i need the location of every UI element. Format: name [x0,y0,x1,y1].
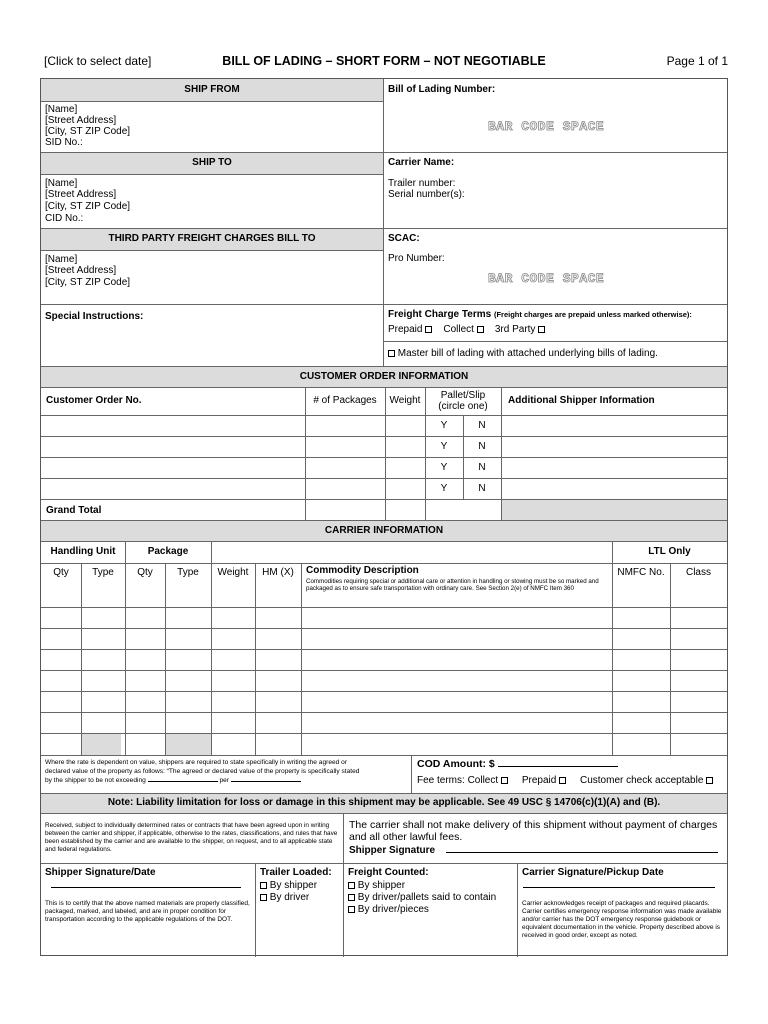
freight-terms-options [388,324,545,336]
col-hm: HM (X) [262,567,294,578]
carrier-name-label: Carrier Name: [388,157,455,168]
col-class: Class [685,567,711,578]
cod-line [417,759,618,771]
prepaid-label: Prepaid [388,324,423,335]
trailer-loaded-label: Trailer Loaded: [260,867,332,878]
collect-checkbox[interactable] [477,326,484,333]
divider [301,563,302,755]
col-customer-order: Customer Order No. [46,395,142,406]
divider [165,563,166,755]
ship-to-name[interactable]: [Name] [45,178,78,189]
document-header [40,52,728,72]
divider [305,387,306,520]
divider [41,755,727,756]
row-shade-type [81,733,121,755]
col-weight: Weight [389,395,421,406]
cod-label: COD Amount: $ [417,758,495,770]
carrier-sig-label: Carrier Signature/Pickup Date [522,867,664,878]
row2-y[interactable]: Y [440,441,448,452]
divider [411,755,412,793]
divider [41,813,727,814]
fc-shipper-label: By shipper [357,880,406,891]
row3-y[interactable]: Y [440,462,448,473]
fc-pallets-label: By driver/pallets said to contain [357,892,497,903]
divider [41,607,727,608]
cod-amount-field[interactable] [498,766,618,767]
divider [425,387,426,520]
divider [670,563,671,755]
row1-n[interactable]: N [478,420,486,431]
ship-from-sid[interactable]: SID No.: [45,137,83,148]
customer-order-heading: CUSTOMER ORDER INFORMATION [299,371,469,382]
fc-by-pieces[interactable] [348,904,429,916]
carrier-info-heading: CARRIER INFORMATION [324,525,444,536]
divider [41,478,727,479]
value-text-2: declared value of the property as follows: “The agreed or declared value of the property is specifically stated [45,768,360,775]
row2-n[interactable]: N [478,441,486,452]
page-number: Page 1 of 1 [666,54,728,68]
trailer-shipper-label: By shipper [269,880,318,891]
fc-by-pallets[interactable] [348,892,496,904]
serial-number-label: Serial number(s): [388,189,465,200]
ltl-only-heading: LTL Only [648,546,691,557]
col-pallet-circle: (circle one) [438,401,488,412]
bill-of-lading-form [40,78,728,956]
fc-pieces-label: By driver/pieces [357,904,429,915]
divider [41,563,727,564]
trailer-shipper-checkbox[interactable] [260,882,267,889]
divider [41,712,727,713]
third-party-heading: THIRD PARTY FREIGHT CHARGES BILL TO [108,233,316,244]
carrier-delivery-text: The carrier shall not make delivery of this shipment without payment of charges and all other lawful fees. [349,819,718,843]
col-hu-type: Type [92,567,114,578]
shipper-certify-text: This is to certify that the above named materials are properly classified, packaged, marked, and labeled, and are in proper condition for transportation according to the applicable regulations of the DOT. [45,900,250,923]
bol-number-label: Bill of Lading Number: [388,84,496,95]
grand-total-label: Grand Total [46,505,102,516]
divider [41,250,383,251]
divider [41,387,727,388]
value-per: per [219,777,230,784]
trailer-by-driver[interactable] [260,892,309,904]
trailer-driver-label: By driver [269,892,310,903]
freight-terms-note: (Freight charges are prepaid unless marked otherwise): [493,310,692,319]
shipper-signature-field[interactable] [446,852,718,853]
fee-collect-checkbox[interactable] [501,777,508,784]
divider [383,341,727,342]
barcode-space-1: BAR CODE SPACE [488,119,605,134]
third-party-city[interactable]: [City, ST ZIP Code] [45,277,131,288]
barcode-space-2: BAR CODE SPACE [488,271,605,286]
document-title: BILL OF LADING – SHORT FORM – NOT NEGOTIABLE [222,54,546,68]
shipper-sig-date-label: Shipper Signature/Date [45,867,156,878]
divider [501,387,502,520]
divider [41,152,727,153]
divider [41,691,727,692]
ship-from-street[interactable]: [Street Address] [45,115,117,126]
divider [41,304,727,305]
divider [517,863,518,957]
fee-customer-checkbox[interactable] [706,777,713,784]
shipper-signature-line [349,845,718,857]
carrier-sig-field[interactable] [523,887,715,888]
col-pkg-qty: Qty [137,567,153,578]
third-party-checkbox[interactable] [538,326,545,333]
package-heading: Package [147,546,189,557]
fee-prepaid-label: Prepaid [521,775,557,786]
ship-from-city[interactable]: [City, ST ZIP Code] [45,126,131,137]
col-pkg-type: Type [177,567,199,578]
fee-terms-line [417,775,713,787]
row3-n[interactable]: N [478,462,486,473]
divider [41,670,727,671]
third-party-name[interactable]: [Name] [45,254,78,265]
divider [41,436,727,437]
divider [383,79,384,366]
fee-collect-label: Fee terms: Collect [417,775,499,786]
divider [343,863,344,957]
divider [612,541,613,755]
divider [41,457,727,458]
ship-from-heading: SHIP FROM [184,84,240,95]
trailer-number-label: Trailer number: [388,178,456,189]
divider [255,563,256,755]
divider [41,415,727,416]
freight-terms-line [388,309,692,321]
ship-to-street[interactable]: [Street Address] [45,189,117,200]
divider [41,541,727,542]
value-text-3: by the shipper to be not exceeding [45,777,146,784]
commodity-note: Commodities requiring special or additional care or attention in handling or stowing must be so marked and packaged as to ensure safe transportation with ordinary care. See Section 2(e) of NMFC Item 360 [306,578,599,593]
ship-to-city[interactable]: [City, ST ZIP Code] [45,201,131,212]
liability-note: Note: Liability limitation for loss or damage in this shipment may be applicable. See 49 USC § 14706(c)(1)(A) and (B). [107,797,661,808]
third-party-street[interactable]: [Street Address] [45,265,117,276]
collect-label: Collect [443,324,474,335]
grand-total-shade [501,500,727,520]
divider [41,649,727,650]
divider [255,863,256,957]
pro-number-label: Pro Number: [388,253,445,264]
trailer-driver-checkbox[interactable] [260,894,267,901]
fee-prepaid-checkbox[interactable] [559,777,566,784]
divider [41,733,727,734]
col-hu-qty: Qty [53,567,69,578]
fc-by-shipper[interactable] [348,880,405,892]
date-field[interactable]: [Click to select date] [44,54,152,68]
divider [41,366,727,367]
col-nmfc: NMFC No. [617,567,665,578]
divider [41,793,727,794]
fc-pieces-checkbox[interactable] [348,906,355,913]
row-shade-type2 [165,733,211,755]
divider [343,813,344,863]
master-bol-label: Master bill of lading with attached underlying bills of lading. [397,348,658,359]
divider [41,863,727,864]
col-additional-shipper: Additional Shipper Information [508,395,655,406]
divider [211,541,212,755]
shipper-sig-date-field[interactable] [51,887,241,888]
third-party-label: 3rd Party [494,324,536,335]
divider [41,174,383,175]
value-amount-field[interactable] [148,781,218,782]
row4-y[interactable]: Y [440,483,448,494]
divider [41,228,727,229]
fc-shipper-checkbox[interactable] [348,882,355,889]
fc-pallets-checkbox[interactable] [348,894,355,901]
trailer-by-shipper[interactable] [260,880,317,892]
row4-n[interactable]: N [478,483,486,494]
fee-customer-label: Customer check acceptable [579,775,704,786]
freight-terms-label: Freight Charge Terms [388,309,492,320]
ship-to-heading: SHIP TO [192,157,232,168]
col-packages: # of Packages [313,395,377,406]
special-instructions-label: Special Instructions: [45,311,144,322]
received-text: Received, subject to individually determined rates or contracts that have been agreed upon in writing between the carrier and shipper, if applicable, otherwise to the rates, classifications, and rules that have been established by the carrier and are available to the shipper, on request, and to all applicable state and federal regulations. [45,822,338,853]
value-text-3-line [45,777,301,785]
divider [41,520,727,521]
col-weight: Weight [217,567,249,578]
handling-unit-heading: Handling Unit [50,546,116,557]
freight-counted-label: Freight Counted: [348,867,429,878]
divider [41,628,727,629]
scac-label: SCAC: [388,233,420,244]
master-bol-checkbox[interactable] [388,350,395,357]
shipper-signature-label: Shipper Signature [349,845,436,856]
value-text-1: Where the rate is dependent on value, shippers are required to state specifically in writing the agreed or [45,759,348,766]
divider [81,563,82,755]
value-per-field[interactable] [231,781,301,782]
divider [385,387,386,520]
ship-to-cid[interactable]: CID No.: [45,213,84,224]
col-commodity: Commodity Description [306,565,419,576]
prepaid-checkbox[interactable] [425,326,432,333]
divider [41,499,727,500]
master-bol-line [388,348,658,360]
col-pallet-slip: Pallet/Slip [440,390,486,401]
divider [41,101,383,102]
carrier-ack-text: Carrier acknowledges receipt of packages and required placards. Carrier certifies emergency response information was made available and/or carrier has the DOT emergency response guidebook or equivalent documentation in the vehicle. Property described above is received in good order, except as noted. [522,900,722,939]
row1-y[interactable]: Y [440,420,448,431]
divider [125,541,126,755]
ship-from-name[interactable]: [Name] [45,104,78,115]
